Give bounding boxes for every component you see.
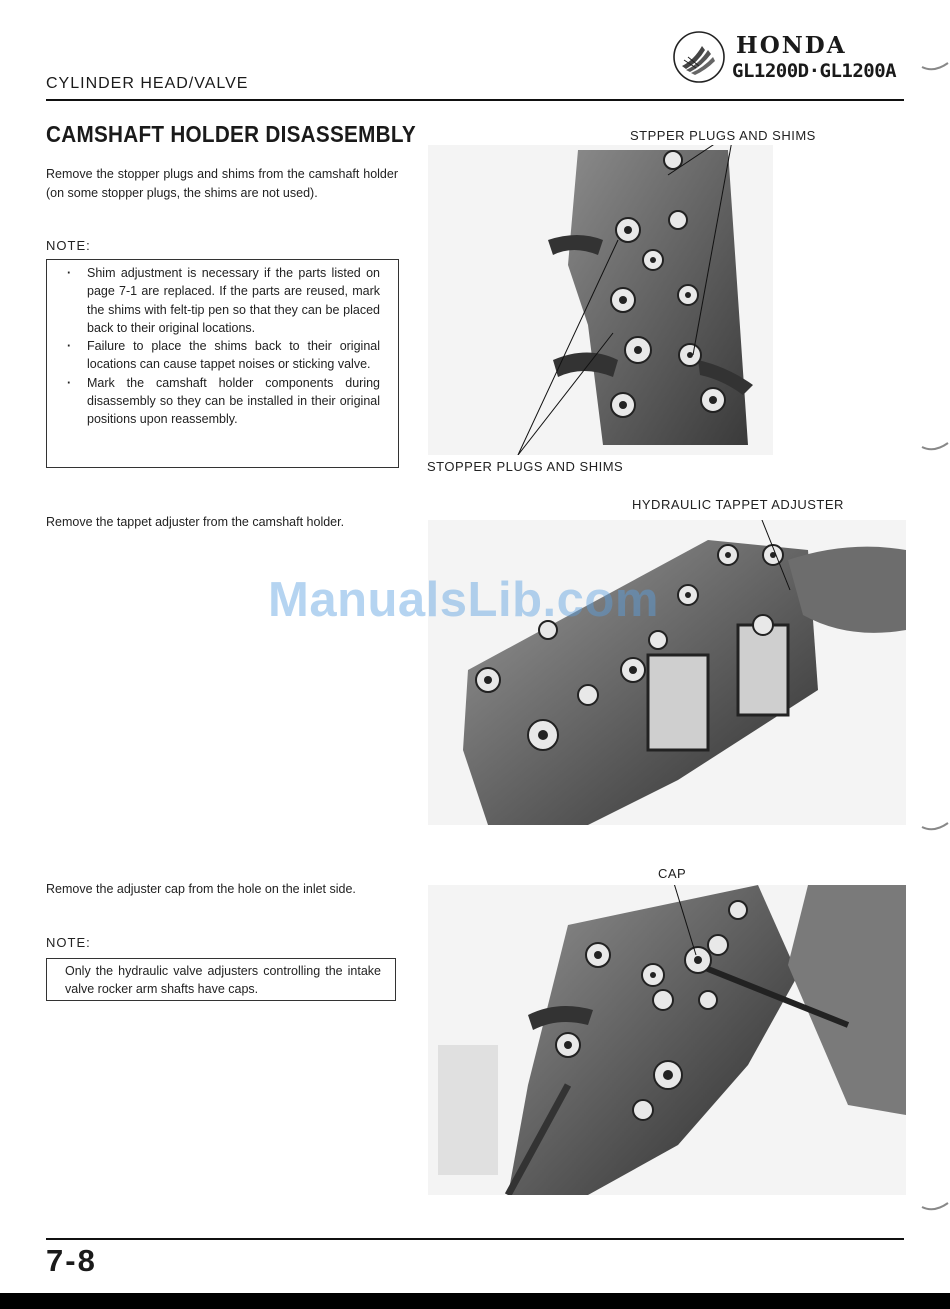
binding-hole-shadow (918, 45, 950, 75)
scan-bottom-edge (0, 1293, 950, 1309)
figure-3-photo (428, 885, 906, 1195)
note1-box (46, 259, 399, 468)
figure-2-illustration (428, 520, 906, 825)
fig1-callout-bottom: STOPPER PLUGS AND SHIMS (427, 459, 624, 474)
step2-text: Remove the tappet adjuster from the camshaft holder. (46, 515, 345, 529)
header-rule (46, 99, 904, 101)
honda-wing-logo-icon (672, 30, 726, 84)
step3-text: Remove the adjuster cap from the hole on the inlet side. (46, 882, 356, 896)
note1-item: · Mark the camshaft holder components during disassembly so they can be installed in their original positions upon reassembly. (67, 374, 380, 429)
note1-item: · Failure to place the shims back to their original locations can cause tappet noises or sticking valve. (67, 337, 380, 374)
step1-text: Remove the stopper plugs and shims from the camshaft holder (on some stopper plugs, the shims are not used). (46, 167, 398, 200)
note2-box: Only the hydraulic valve adjusters controlling the intake valve rocker arm shafts have caps. (46, 958, 396, 1001)
figure-1-photo (428, 145, 773, 455)
page-number: 7-8 (46, 1243, 97, 1278)
note2-label: NOTE: (46, 935, 91, 950)
honda-brand-block (672, 30, 912, 90)
fig1-callout-top: STPPER PLUGS AND SHIMS (630, 128, 816, 143)
note1-label: NOTE: (46, 238, 91, 253)
note1-list (67, 264, 380, 429)
fig2-callout: HYDRAULIC TAPPET ADJUSTER (632, 497, 844, 512)
fig3-callout: CAP (658, 866, 687, 881)
binding-hole-shadow (918, 425, 950, 455)
page-title: CAMSHAFT HOLDER DISASSEMBLY (46, 121, 416, 147)
figure-2-photo (428, 520, 906, 825)
figure-3-illustration (428, 885, 906, 1195)
model-name: GL1200D·GL1200A (732, 60, 897, 82)
binding-hole-shadow (918, 805, 950, 835)
section-label: CYLINDER HEAD/VALVE (46, 75, 249, 92)
note1-item: · Shim adjustment is necessary if the parts listed on page 7-1 are replaced. If the parts are reused, mark the shims with felt-tip pen so that they can be placed back to their original locations. (67, 264, 380, 337)
binding-hole-shadow (918, 1185, 950, 1215)
brand-name: HONDA (736, 32, 847, 59)
figure-1-illustration (428, 145, 773, 455)
watermark: ManualsLib.com (268, 573, 659, 627)
footer-rule (46, 1238, 904, 1240)
